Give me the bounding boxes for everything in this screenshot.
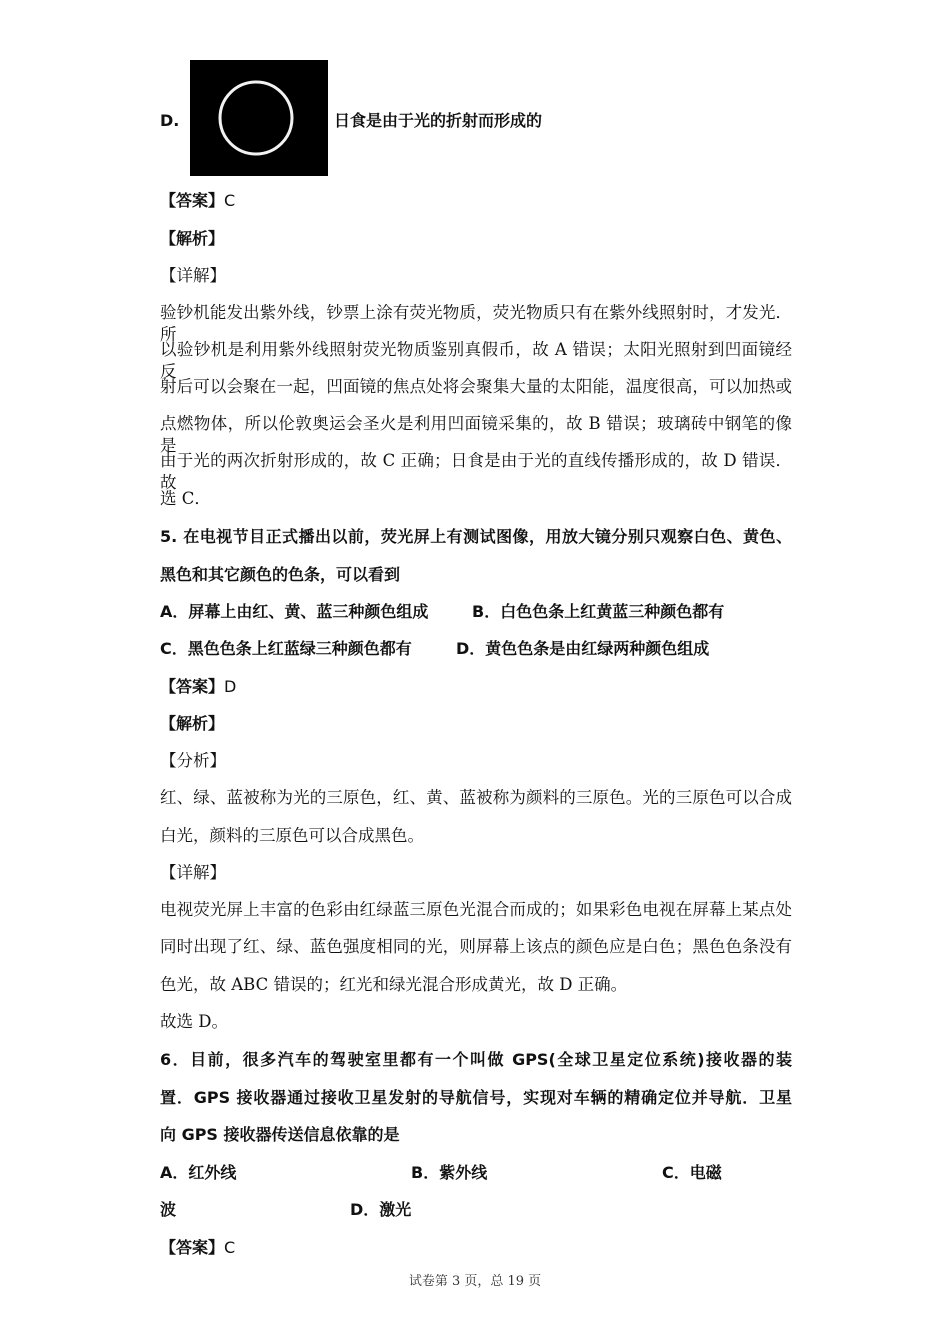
q6-option-d: D．激光 xyxy=(350,1200,412,1219)
q5-analysis-label: 【解析】 xyxy=(160,714,225,733)
q4-explanation-line: 以验钞机是利用紫外线照射荧光物质鉴别真假币，故 A 错误；太阳光照射到凹面镜经反 xyxy=(160,340,792,381)
q5-answer xyxy=(160,676,236,698)
q6-option-c: C．电磁 xyxy=(662,1163,722,1182)
q5-option-d: D．黄色色条是由红绿两种颜色组成 xyxy=(456,639,710,658)
answer-label: 【答案】 xyxy=(160,1238,225,1257)
q6-option-c-wrap: 波 xyxy=(160,1200,177,1219)
q5-stem-line: 5. 在电视节目正式播出以前，荧光屏上有测试图像，用放大镜分别只观察白色、黄色、 xyxy=(160,527,792,546)
q5-detail-line: 电视荧光屏上丰富的色彩由红绿蓝三原色光混合而成的；如果彩色电视在屏幕上某点处 xyxy=(160,900,792,919)
q4-option-d-label: D. xyxy=(160,111,180,130)
answer-label: 【答案】 xyxy=(160,191,225,210)
q5-detail-line: 色光，故 ABC 错误的；红光和绿光混合形成黄光，故 D 正确。 xyxy=(160,975,628,994)
q4-detail-label: 【详解】 xyxy=(160,266,226,285)
q6-option-a: A．红外线 xyxy=(160,1163,237,1182)
q4-answer xyxy=(160,190,235,212)
answer-label: 【答案】 xyxy=(160,677,225,696)
q6-stem-line: 置．GPS 接收器通过接收卫星发射的导航信号，实现对车辆的精确定位并导航．卫星 xyxy=(160,1088,792,1107)
q5-stem-line: 黑色和其它颜色的色条，可以看到 xyxy=(160,565,401,584)
q5-fenxi-label: 【分析】 xyxy=(160,751,226,770)
q6-option-b: B．紫外线 xyxy=(411,1163,488,1182)
q4-explanation-line: 点燃物体，所以伦敦奥运会圣火是利用凹面镜采集的，故 B 错误；玻璃砖中钢笔的像是 xyxy=(160,414,792,455)
q4-explanation-line: 验钞机能发出紫外线，钞票上涂有荧光物质，荧光物质只有在紫外线照射时，才发光．所 xyxy=(160,303,792,344)
q6-answer xyxy=(160,1237,235,1259)
q6-stem-line: 6．目前，很多汽车的驾驶室里都有一个叫做 GPS(全球卫星定位系统)接收器的装 xyxy=(160,1050,792,1069)
q5-detail-line: 同时出现了红、绿、蓝色强度相同的光，则屏幕上该点的颜色应是白色；黑色色条没有 xyxy=(160,937,792,956)
q4-analysis-label: 【解析】 xyxy=(160,229,225,248)
answer-value: D xyxy=(224,677,237,696)
q4-explanation-line: 射后可以会聚在一起，凹面镜的焦点处将会聚集大量的太阳能，温度很高，可以加热或 xyxy=(160,377,792,396)
answer-value: C xyxy=(224,1238,236,1257)
solar-eclipse-image xyxy=(190,60,328,176)
answer-value: C xyxy=(224,191,236,210)
q5-detail-line: 故选 D。 xyxy=(160,1012,228,1031)
q5-fenxi-line: 白光，颜料的三原色可以合成黑色。 xyxy=(160,826,424,845)
q4-explanation-line: 选 C． xyxy=(160,489,211,508)
q4-explanation-line: 由于光的两次折射形成的，故 C 正确；日食是由于光的直线传播形成的，故 D 错误．故 xyxy=(160,451,792,492)
q5-detail-label: 【详解】 xyxy=(160,863,226,882)
q5-fenxi-line: 红、绿、蓝被称为光的三原色，红、黄、蓝被称为颜料的三原色。光的三原色可以合成 xyxy=(160,788,792,807)
q5-option-a: A．屏幕上由红、黄、蓝三种颜色组成 xyxy=(160,602,429,621)
page-footer: 试卷第 3 页，总 19 页 xyxy=(408,1274,542,1289)
q6-stem-line: 向 GPS 接收器传送信息依靠的是 xyxy=(160,1125,400,1144)
q5-option-c: C．黑色色条上红蓝绿三种颜色都有 xyxy=(160,639,412,658)
q4-option-d-text: 日食是由于光的折射而形成的 xyxy=(334,111,543,130)
q5-option-b: B．白色色条上红黄蓝三种颜色都有 xyxy=(472,602,725,621)
